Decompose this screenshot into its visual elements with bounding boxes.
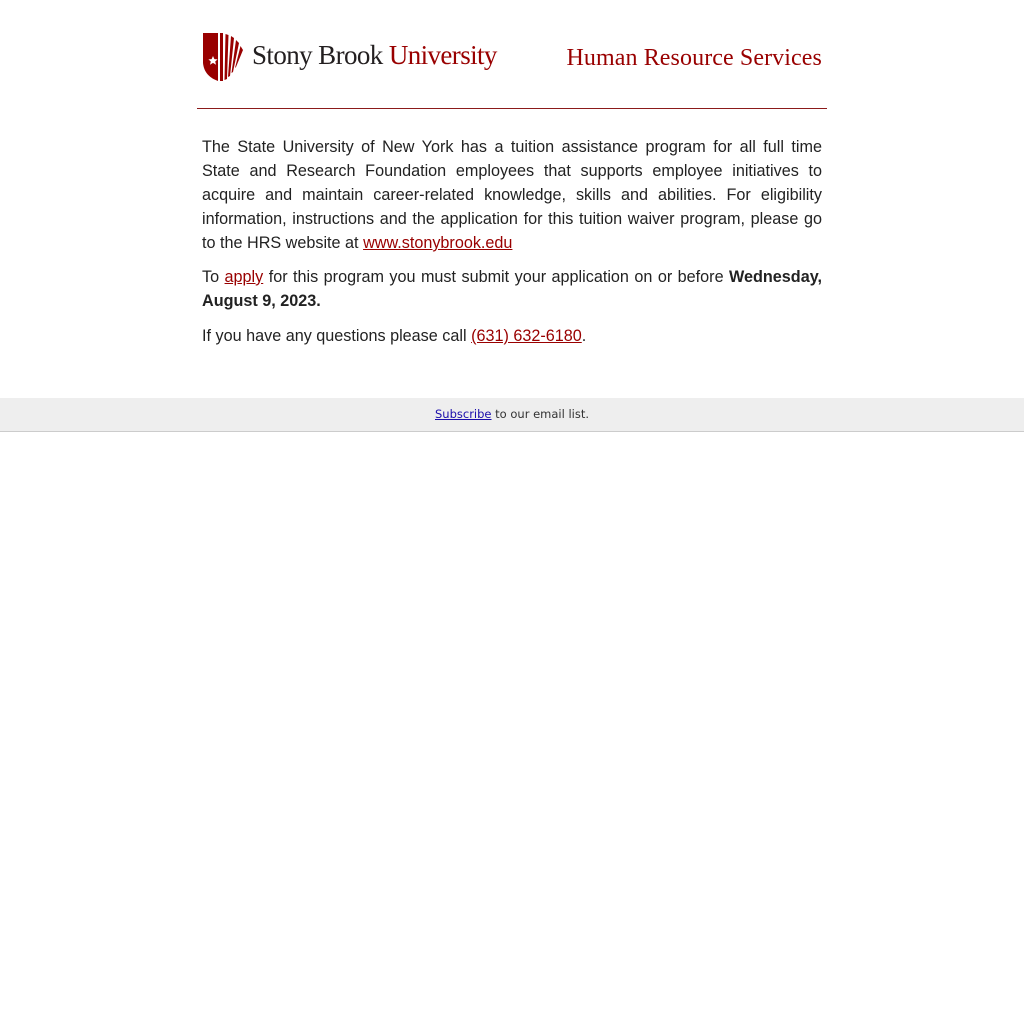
university-logo[interactable] [202, 32, 497, 82]
shield-logo-icon [202, 32, 244, 82]
intro-text: The State University of New York has a tuition assistance program for all full time State and Research Foundation employees that supports employee initiatives to acquire and maintain career-related knowledge, skills and abilities. For eligibility information, instructions and the application for this tuition waiver program, please go to the HRS website at [202, 138, 822, 252]
email-body [197, 109, 827, 348]
deadline-paragraph [202, 265, 822, 313]
brand-secondary: University [388, 39, 497, 70]
university-wordmark [252, 39, 497, 70]
contact-paragraph [202, 324, 822, 348]
email-container [197, 0, 827, 358]
website-link[interactable]: www.stonybrook.edu [363, 234, 513, 252]
email-footer [0, 398, 1024, 432]
department-title: Human Resource Services [566, 45, 822, 71]
deadline-date: Wednesday, August 9, 2023. [202, 268, 822, 310]
contact-suffix: . [581, 327, 587, 345]
deadline-prefix: To [202, 268, 225, 286]
intro-paragraph [202, 135, 822, 255]
phone-link[interactable]: (631) 632-6180 [471, 327, 582, 345]
deadline-middle: for this program you must submit your application on or before [263, 268, 730, 286]
apply-link[interactable]: apply [224, 268, 264, 286]
brand-primary: Stony Brook [252, 39, 383, 70]
subscribe-text: to our email list. [491, 407, 589, 421]
subscribe-link[interactable]: Subscribe [435, 407, 492, 421]
email-header [197, 0, 827, 109]
contact-text: If you have any questions please call [202, 327, 472, 345]
